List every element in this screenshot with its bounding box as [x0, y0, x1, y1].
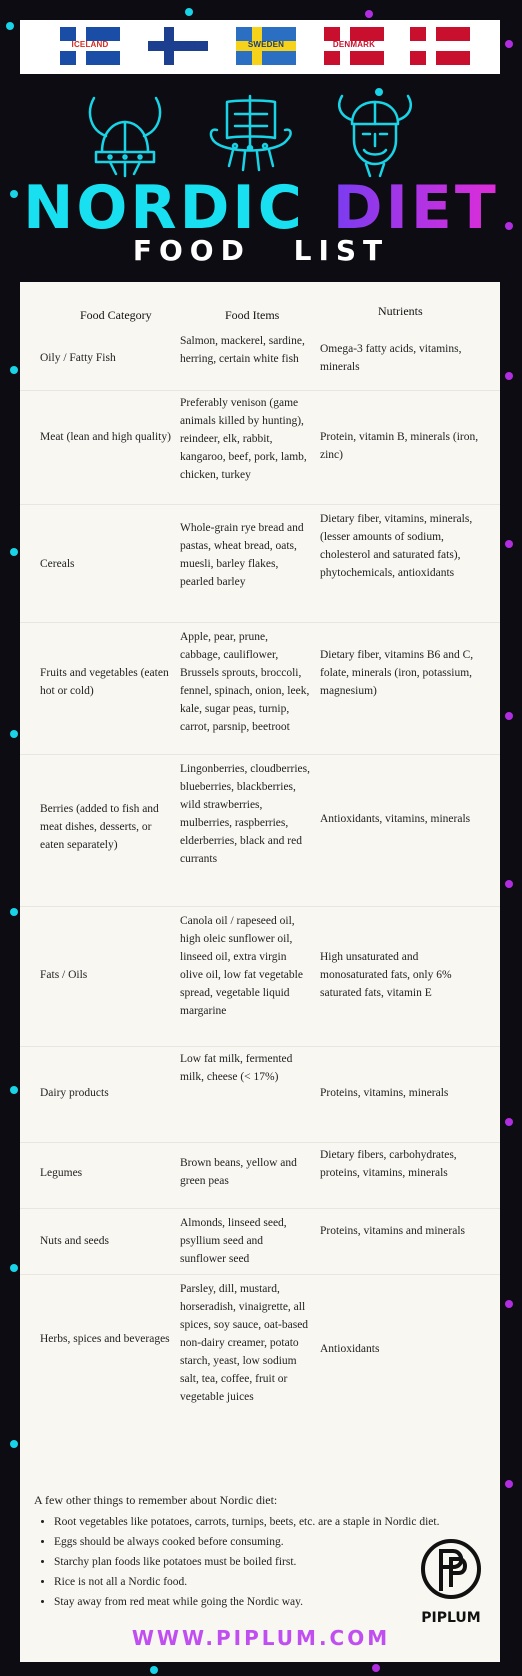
row-items: Lingonberries, cloudberries, blueberries, blackberries, wild strawberries, mulberries, raspberries, elderberries, black and red currants [180, 763, 310, 865]
row-items: Canola oil / rapeseed oil, high oleic sunflower oil, linseed oil, extra virgin olive oil, low fat vegetable spread, vegetable liquid margarine [180, 915, 303, 1017]
header-food-items: Food Items [225, 308, 280, 322]
row-category: Nuts and seeds [40, 1235, 109, 1247]
flag-iceland [60, 27, 120, 65]
decor-dot [505, 372, 513, 380]
flag-label: ICELAND [71, 40, 109, 49]
list-item: • Stay away from red meat while going the Nordic way. [54, 1592, 494, 1612]
row-nutrients: Protein, vitamin B, minerals (iron, zinc) [320, 431, 479, 461]
decor-dot [365, 10, 373, 18]
decor-dot [10, 730, 18, 738]
flag-label: FINLAND [159, 40, 197, 49]
table-header-row [20, 282, 500, 326]
piplum-logo-icon [415, 1537, 487, 1603]
flag-label: SWEDEN [247, 40, 285, 49]
notes-intro: A few other things to remember about Nordic diet: [34, 1493, 278, 1507]
decor-dot [505, 1480, 513, 1488]
table-row [20, 390, 500, 505]
decor-dot [10, 366, 18, 374]
table-row [20, 754, 500, 907]
viking-icons [0, 90, 522, 185]
flag-label: DENMARK [332, 40, 376, 49]
decor-dot [10, 1440, 18, 1448]
row-nutrients: High unsaturated and monosaturated fats, only 6% saturated fats, vitamin E [320, 951, 452, 999]
table-row [20, 504, 500, 623]
row-category: Fats / Oils [40, 969, 88, 981]
piplum-logo [415, 1537, 487, 1627]
row-items: Preferably venison (game animals killed by hunting), reindeer, elk, rabbit, kangaroo, beef, pork, lamb, chicken, turkey [180, 397, 307, 481]
row-nutrients: Dietary fibers, carbohydrates, proteins, vitamins, minerals [320, 1149, 457, 1179]
table-row [20, 326, 500, 391]
list-item: • Starchy plan foods like potatoes must be boiled first. [54, 1552, 494, 1572]
decor-dot [505, 540, 513, 548]
row-category: Legumes [40, 1167, 83, 1179]
flag-label: NORWAY [421, 40, 459, 49]
row-nutrients: Proteins, vitamins, minerals [320, 1087, 449, 1099]
row-nutrients: Dietary fiber, vitamins, minerals, (lesser amounts of sodium, cholesterol and saturated fats), phytochemicals, antioxidants [320, 513, 473, 579]
viking-ship-icon [205, 90, 295, 180]
logo-text: PIPLUM [421, 1610, 481, 1626]
decor-dot [505, 40, 513, 48]
decor-dot [10, 548, 18, 556]
decor-dot [6, 22, 14, 30]
decor-dot [10, 1264, 18, 1272]
row-category: Cereals [40, 558, 75, 570]
header-food-category: Food Category [80, 308, 152, 322]
page-title [0, 173, 522, 243]
row-category: Dairy products [40, 1087, 109, 1099]
viking-warrior-icon [330, 90, 420, 180]
page-subtitle: FOOD LIST [132, 234, 390, 267]
flag-norway [410, 27, 470, 65]
row-category: Oily / Fatty Fish [40, 352, 116, 364]
row-category: Berries (added to fish and meat dishes, desserts, or eaten separately) [40, 803, 159, 851]
row-items: Whole-grain rye bread and pastas, wheat bread, oats, muesli, barley flakes, pearled barley [180, 522, 304, 588]
row-category: Meat (lean and high quality) [40, 431, 171, 443]
food-list-panel [20, 282, 500, 1662]
row-category: Fruits and vegetables (eaten hot or cold) [40, 667, 169, 697]
row-items: Salmon, mackerel, sardine, herring, certain white fish [180, 335, 305, 365]
table-row [20, 622, 500, 755]
decor-dot [10, 908, 18, 916]
flag-denmark [324, 27, 384, 65]
decor-dot [150, 1666, 158, 1674]
header-nutrients: Nutrients [378, 304, 423, 318]
row-category: Herbs, spices and beverages [40, 1333, 170, 1345]
row-nutrients: Proteins, vitamins and minerals [320, 1225, 466, 1237]
row-items: Almonds, linseed seed, psyllium seed and sunflower seed [180, 1217, 287, 1265]
row-nutrients: Antioxidants [320, 1343, 380, 1355]
title-word-nordic: NORDIC [23, 173, 305, 243]
website-url[interactable]: WWW.PIPLUM.COM [131, 1626, 391, 1650]
decor-dot [505, 712, 513, 720]
row-items: Apple, pear, prune, cabbage, cauliflower, Brussels sprouts, broccoli, fennel, spinach, onion, leek, kale, sugar peas, turnip, carrot, parsnip, beetroot [180, 631, 310, 733]
decor-dot [10, 1086, 18, 1094]
row-items: Brown beans, yellow and green peas [180, 1157, 297, 1187]
row-items: Low fat milk, fermented milk, cheese (< 17%) [180, 1053, 293, 1083]
flags-bar [20, 20, 500, 74]
title-word-diet: DIET [332, 173, 499, 243]
decor-dot [505, 880, 513, 888]
decor-dot [372, 1664, 380, 1672]
list-item: • Root vegetables like potatoes, carrots, turnips, beets, etc. are a staple in Nordic diet. [54, 1512, 494, 1532]
table-row [20, 1046, 500, 1143]
row-items: Parsley, dill, mustard, horseradish, vinaigrette, all spices, soy sauce, oat-based non-dairy creamer, potato starch, yeast, low sodium salt, tea, coffee, fruit or vegetable juices [180, 1283, 309, 1403]
decor-dot [185, 8, 193, 16]
decor-dot [505, 1118, 513, 1126]
row-nutrients: Dietary fiber, vitamins B6 and C, folate, minerals (iron, potassium, magnesium) [320, 649, 474, 697]
table-row [20, 1208, 500, 1275]
row-nutrients: Antioxidants, vitamins, minerals [320, 813, 471, 825]
table-row [20, 1274, 500, 1484]
flag-finland [148, 27, 208, 65]
list-item: • Eggs should be always cooked before consuming. [54, 1532, 494, 1552]
flag-sweden [236, 27, 296, 65]
decor-dot [505, 1300, 513, 1308]
row-nutrients: Omega-3 fatty acids, vitamins, minerals [320, 343, 462, 373]
viking-helmet-icon [80, 90, 170, 180]
list-item: • Rice is not all a Nordic food. [54, 1572, 494, 1592]
table-row [20, 906, 500, 1047]
table-row [20, 1142, 500, 1209]
